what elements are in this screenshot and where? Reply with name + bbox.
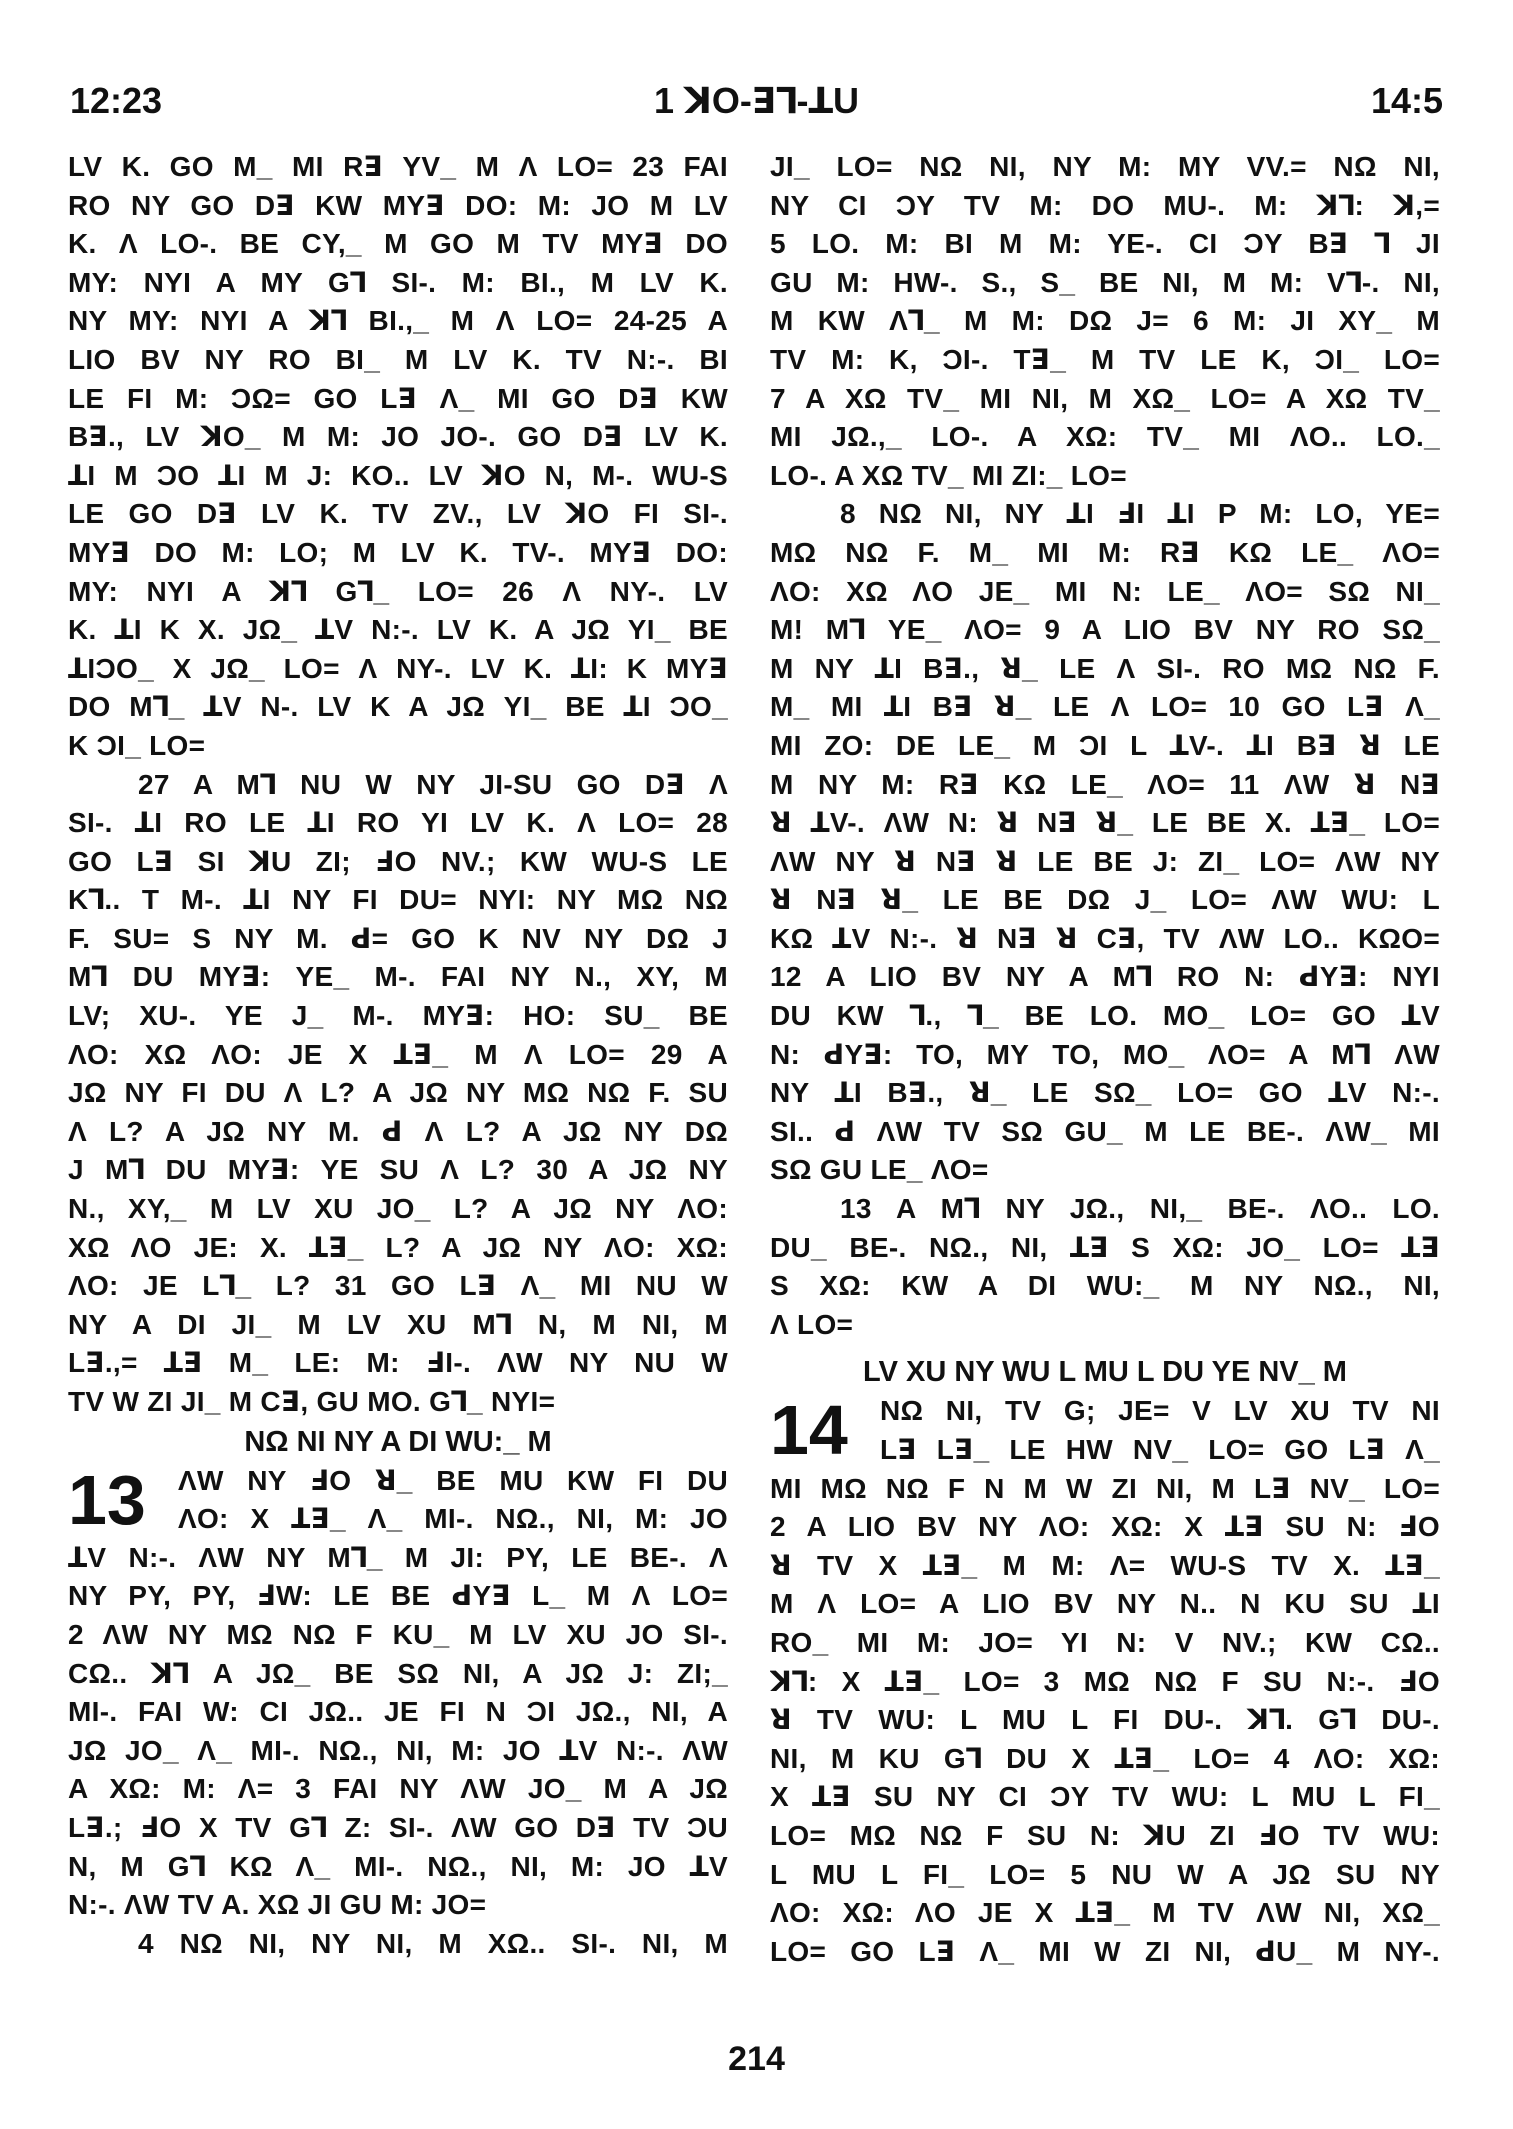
text-line: LO= MΩ NΩ F SU N: ꓘU ZI ꓞO TV WU:: [770, 1819, 1440, 1851]
section-heading: LV XU NY WU L MU L DU YE NV_ M: [863, 1356, 1347, 1389]
text-line: 2 ΛW NY MΩ NΩ F KU_ M LV XU JO SI-.: [68, 1618, 728, 1650]
right-column: [770, 148, 1440, 1971]
text-line: Mꓶ DU MYꓱ: YE_ M-. FAI NY N., XY, M: [68, 961, 728, 993]
text-line: 2 A LIO BV NY ΛO: XΩ: X ꓕꓱ SU N: ꓞO: [770, 1511, 1440, 1543]
text-line: N:-. ΛW TV A. XΩ JI GU M: JO=: [68, 1889, 487, 1921]
text-line: 5 LO. M: BI M M: YE-. CI ƆY Bꓱ ꓶ JI: [770, 228, 1440, 260]
text-line: RO_ MI M: JO= YI N: V NV.; KW CΩ..: [770, 1626, 1440, 1658]
text-line: N: ꓒYꓱ: TO, MY TO, MO_ ΛO= A Mꓶ ΛW: [770, 1038, 1440, 1070]
text-line: JI_ LO= NΩ NI, NY M: MY VV.= NΩ NI,: [770, 151, 1440, 182]
text-line: MΩ NΩ F. M_ MI M: Rꓱ KΩ LE_ ΛO=: [770, 536, 1440, 568]
text-line: NY ꓕI Bꓱ., ꓤ_ LE SΩ_ LO= GO ꓕV N:-.: [770, 1077, 1440, 1109]
running-head: [70, 80, 1443, 130]
text-line: TV M: K, ƆI-. Tꓱ_ M TV LE K, ƆI_ LO=: [770, 343, 1440, 375]
text-line: A XΩ: M: Λ= 3 FAI NY ΛW JO_ M A JΩ: [68, 1773, 728, 1805]
text-line: LO-. A XΩ TV_ MI ZI:_ LO=: [770, 459, 1127, 491]
text-line: NΩ NI, TV G; JE= V LV XU TV NI: [880, 1395, 1440, 1427]
text-line: S XΩ: KW A DI WU:_ M NY NΩ., NI,: [770, 1270, 1440, 1302]
text-line: MI-. FAI W: CI JΩ.. JE FI N ƆI JΩ., NI, A: [68, 1696, 728, 1728]
text-line: 12 A LIO BV NY A Mꓶ RO N: ꓒYꓱ: NYI: [770, 961, 1440, 993]
left-column: [68, 148, 728, 1963]
paragraph: [770, 1470, 1440, 1972]
chapter-start: [770, 1392, 1440, 1469]
text-line: ꓘꓶ: X ꓕꓱ_ LO= 3 MΩ NΩ F SU N:-. ꓞO: [770, 1665, 1440, 1697]
text-line: LE GO Dꓱ LV K. TV ZV., LV ꓘO FI SI-.: [68, 498, 728, 530]
text-line: KΩ ꓕV N:-. ꓤ Nꓱ ꓤ Cꓱ, TV ΛW LO.. KΩO=: [770, 922, 1440, 954]
text-line: DU_ BE-. NΩ., NI, ꓕꓱ S XΩ: JO_ LO= ꓕꓱ: [770, 1231, 1440, 1263]
text-line: NY A DI JI_ M LV XU Mꓶ N, M NI, M: [68, 1308, 728, 1340]
text-line: ΛW NY ꓤ Nꓱ ꓤ LE BE J: ZI_ LO= ΛW NY: [770, 845, 1440, 877]
text-line: ΛW NY ꓞO ꓤ_ BE MU KW FI DU: [178, 1464, 728, 1496]
text-line: LO= GO Lꓱ Λ_ MI W ZI NI, ꓒU_ M NY-.: [770, 1935, 1440, 1967]
text-line: NY PY, PY, ꓞW: LE BE ꓒYꓱ L_ M Λ LO=: [68, 1580, 728, 1612]
text-line: Lꓱ.,= ꓕꓱ M_ LE: M: ꓞI-. ΛW NY NU W: [68, 1347, 728, 1379]
text-line: 4 NΩ NI, NY NI, M XΩ.. SI-. NI, M: [138, 1927, 728, 1959]
text-line: M KW Λꓶ_ M M: DΩ J= 6 M: JI XY_ M: [770, 305, 1440, 337]
text-line: K ƆI_ LO=: [68, 729, 206, 761]
text-line: ꓕI M ƆO ꓕI M J: KO.. LV ꓘO N, M-. WU-S: [68, 459, 728, 491]
text-line: LV; XU-. YE J_ M-. MYꓱ: HO: SU_ BE: [68, 1000, 728, 1032]
section-heading: NΩ NI NY A DI WU:_ M: [244, 1425, 552, 1458]
text-line: MY: NYI A ꓘꓶ Gꓶ_ LO= 26 Λ NY-. LV: [68, 575, 728, 607]
text-line: F. SU= S NY M. ꓒ= GO K NV NY DΩ J: [68, 922, 728, 954]
text-line: ΛO: XΩ ΛO JE_ MI N: LE_ ΛO= SΩ NI_: [770, 575, 1440, 607]
text-line: MI MΩ NΩ F N M W ZI NI, M Lꓱ NV_ LO=: [770, 1472, 1440, 1504]
text-line: NY MY: NYI A ꓘꓶ BI.,_ M Λ LO= 24-25 A: [68, 305, 728, 337]
text-line: ΛO: XΩ ΛO: JE X ꓕꓱ_ M Λ LO= 29 A: [68, 1038, 728, 1070]
chapter-opening: [880, 1392, 1440, 1469]
header-chapter-verse-end: 14:5: [1370, 80, 1443, 121]
paragraph: [68, 148, 728, 766]
text-line: GO Lꓱ SI ꓘU ZI; ꓞO NV.; KW WU-S LE: [68, 845, 728, 877]
paragraph: [770, 148, 1440, 495]
text-line: N., XY,_ M LV XU JO_ L? A JΩ NY ΛO:: [68, 1193, 728, 1225]
text-line: MY: NYI A MY Gꓶ SI-. M: BI., M LV K.: [68, 266, 728, 298]
chapter-opening: [178, 1462, 728, 1539]
text-line: NY CI ƆY TV M: DO MU-. M: ꓘꓶ: ꓘ,=: [770, 189, 1440, 221]
text-line: DU KW ꓶ., ꓶ_ BE LO. MO_ LO= GO ꓕV: [770, 1000, 1440, 1032]
text-line: CΩ.. ꓘꓶ A JΩ_ BE SΩ NI, A JΩ J: ZI;_: [68, 1657, 728, 1689]
text-line: SI-. ꓕI RO LE ꓕI RO YI LV K. Λ LO= 28: [68, 807, 728, 839]
text-line: Kꓶ.. T M-. ꓕI NY FI DU= NYI: NY MΩ NΩ: [68, 884, 728, 916]
text-line: Lꓱ Lꓱ_ LE HW NV_ LO= GO Lꓱ Λ_: [880, 1434, 1440, 1465]
paragraph: [770, 495, 1440, 1190]
text-line: TV W ZI JI_ M Cꓱ, GU MO. Gꓶ_ NYI=: [68, 1386, 556, 1417]
text-line: L MU L FI_ LO= 5 NU W A JΩ SU NY: [770, 1858, 1440, 1890]
text-line: SΩ GU LE_ ΛO=: [770, 1154, 989, 1186]
text-line: LE FI M: ƆΩ= GO Lꓱ Λ_ MI GO Dꓱ KW: [68, 382, 728, 414]
text-line: ΛO: X ꓕꓱ_ Λ_ MI-. NΩ., NI, M: JO: [178, 1503, 728, 1535]
header-book-title: 1 ꓘO-ꓱꓶ-ꓕU: [653, 80, 860, 121]
text-line: SI.. ꓒ ΛW TV SΩ GU_ M LE BE-. ΛW_ MI: [770, 1115, 1440, 1147]
chapter-number: 14: [770, 1391, 848, 1470]
text-line: LIO BV NY RO BI_ M LV K. TV N:-. BI: [68, 343, 728, 375]
text-line: K. ꓕI K X. JΩ_ ꓕV N:-. LV K. A JΩ YI_ BE: [68, 614, 728, 646]
text-line: JΩ JO_ Λ_ MI-. NΩ., NI, M: JO ꓕV N:-. ΛW: [68, 1734, 728, 1766]
text-line: ꓤ Nꓱ ꓤ_ LE BE DΩ J_ LO= ΛW WU: L: [770, 884, 1440, 916]
paragraph: [770, 1190, 1440, 1344]
text-line: XΩ ΛO JE: X. ꓕꓱ_ L? A JΩ NY ΛO: XΩ:: [68, 1231, 728, 1263]
page-number: 214: [728, 2040, 785, 2078]
text-line: LV K. GO M_ MI Rꓱ YV_ M Λ LO= 23 FAI: [68, 151, 728, 182]
text-line: Bꓱ., LV ꓘO_ M M: JO JO-. GO Dꓱ LV K.: [68, 421, 728, 453]
text-line: M Λ LO= A LIO BV NY N.. N KU SU ꓕI: [770, 1588, 1440, 1620]
text-line: NI, M KU Gꓶ DU X ꓕꓱ_ LO= 4 ΛO: XΩ:: [770, 1742, 1440, 1774]
text-line: RO NY GO Dꓱ KW MYꓱ DO: M: JO M LV: [68, 189, 728, 221]
text-line: MI ZO: DE LE_ M ƆI L ꓕV-. ꓕI Bꓱ ꓤ LE: [770, 729, 1440, 761]
text-line: Λ LO=: [770, 1308, 854, 1340]
text-line: MI JΩ.,_ LO-. A XΩ: TV_ MI ΛO.. LO._: [770, 421, 1440, 453]
text-line: ΛO: JE Lꓶ_ L? 31 GO Lꓱ Λ_ MI NU W: [68, 1270, 728, 1302]
text-line: ꓤ TV X ꓕꓱ_ M M: Λ= WU-S TV X. ꓕꓱ_: [770, 1549, 1440, 1581]
text-line: 27 A Mꓶ NU W NY JI-SU GO Dꓱ Λ: [138, 768, 728, 800]
text-line: M! Mꓶ YE_ ΛO= 9 A LIO BV NY RO SΩ_: [770, 614, 1440, 646]
text-line: 8 NΩ NI, NY ꓕI ꓞI ꓕI P M: LO, YE=: [840, 498, 1440, 530]
text-line: N, M Gꓶ KΩ Λ_ MI-. NΩ., NI, M: JO ꓕV: [68, 1850, 728, 1882]
text-line: M NY M: Rꓱ KΩ LE_ ΛO= 11 ΛW ꓤ Nꓱ: [770, 768, 1440, 800]
text-line: M NY ꓕI Bꓱ., ꓤ_ LE Λ SI-. RO MΩ NΩ F.: [770, 652, 1440, 684]
text-line: ΛO: XΩ: ΛO JE X ꓕꓱ_ M TV ΛW NI, XΩ_: [770, 1897, 1440, 1929]
text-line: J Mꓶ DU MYꓱ: YE SU Λ L? 30 A JΩ NY: [68, 1154, 728, 1186]
text-line: Lꓱ.; ꓞO X TV Gꓶ Z: SI-. ΛW GO Dꓱ TV ƆU: [68, 1811, 728, 1843]
chapter-number: 13: [68, 1460, 146, 1539]
text-line: JΩ NY FI DU Λ L? A JΩ NY MΩ NΩ F. SU: [68, 1077, 728, 1109]
text-line: GU M: HW-. S., S_ BE NI, M M: Vꓶ-. NI,: [770, 266, 1440, 298]
header-chapter-verse-start: 12:23: [70, 80, 163, 121]
text-line: ꓤ ꓕV-. ΛW N: ꓤ Nꓱ ꓤ_ LE BE X. ꓕꓱ_ LO=: [770, 807, 1440, 839]
text-line: Λ L? A JΩ NY M. ꓒ Λ L? A JΩ NY DΩ: [68, 1115, 728, 1147]
text-line: ꓕV N:-. ΛW NY Mꓶ_ M JI: PY, LE BE-. Λ: [68, 1541, 728, 1573]
text-line: 13 A Mꓶ NY JΩ., NI,_ BE-. ΛO.. LO.: [840, 1193, 1440, 1225]
text-line: 7 A XΩ TV_ MI NI, M XΩ_ LO= A XΩ TV_: [770, 382, 1440, 414]
text-line: ꓕIƆO_ X JΩ_ LO= Λ NY-. LV K. ꓕI: K MYꓱ: [68, 652, 728, 684]
text-line: ꓤ TV WU: L MU L FI DU-. ꓘꓶ. Gꓶ DU-.: [770, 1704, 1440, 1736]
text-line: K. Λ LO-. BE CY,_ M GO M TV MYꓱ DO: [68, 228, 728, 260]
paragraph: [68, 766, 728, 1422]
chapter-start: [68, 1462, 728, 1539]
text-line: MYꓱ DO M: LO; M LV K. TV-. MYꓱ DO:: [68, 536, 728, 568]
text-line: DO Mꓶ_ ꓕV N-. LV K A JΩ YI_ BE ꓕI ƆO_: [68, 691, 728, 723]
text-line: X ꓕꓱ SU NY CI ƆY TV WU: L MU L FI_: [770, 1781, 1440, 1813]
text-line: M_ MI ꓕI Bꓱ ꓤ_ LE Λ LO= 10 GO Lꓱ Λ_: [770, 691, 1440, 723]
paragraph: [68, 1539, 728, 1925]
